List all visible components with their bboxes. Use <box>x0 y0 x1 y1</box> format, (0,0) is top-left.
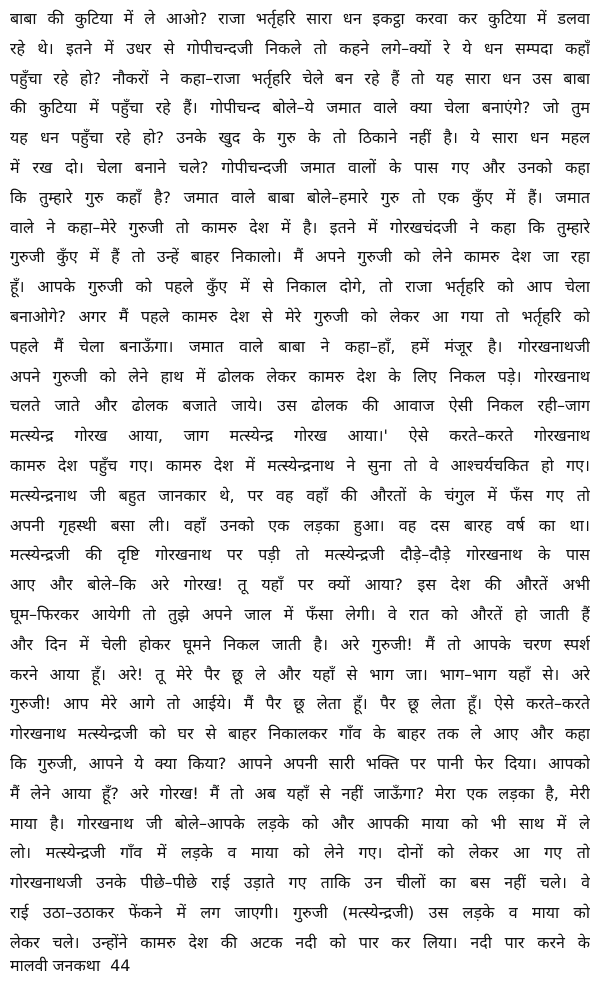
text-line: रहे थे। इतने में उधर से गोपीचन्दजी निकले तो कहने लगे–क्यों रे ये धन सम्पदा कहाँ <box>10 38 590 58</box>
text-line: मत्स्येन्द्रजी की दृष्टि गोरखनाथ पर पड़ी तो मत्स्येन्द्रजी दौड़े–दौड़े गोरखनाथ के पास <box>10 545 590 565</box>
text-line: मैं लेने आया हूँ? अरे गोरख! मैं तो अब यहाँ से नहीं जाऊँगा? मेरा एक लड़का है, मेरी <box>10 783 590 803</box>
text-line: गोरखनाथजी उनके पीछे–पीछे राई उड़ाते गए ताकि उन चीलों का बस नहीं चले। वे <box>10 873 590 893</box>
page-number: 44 <box>110 956 131 975</box>
text-line: हूँ। आपके गुरुजी को पहले कुँए में से निकाल दोगे, तो राजा भर्तृहरि को आप चेला <box>10 277 590 297</box>
text-line: मत्स्येन्द्रनाथ जी बहुत जानकार थे, पर वह वहाँ की औरतों के चंगुल में फँस गए तो <box>10 485 590 505</box>
text-line: कि तुम्हारे गुरु कहाँ है? जमात वाले बाबा बोले–हमारे गुरु तो एक कुँए में हैं। जमात <box>10 187 590 207</box>
text-line: राई उठा–उठाकर फेंकने में लग जाएगी। गुरुजी (मत्स्येन्द्रजी) उस लड़के व माया को <box>10 902 590 922</box>
text-line: कि गुरुजी, आपने ये क्या किया? आपने अपनी सारी भक्ति पर पानी फेर दिया। आपको <box>10 753 590 773</box>
text-line: माया है। गोरखनाथ जी बोले–आपके लड़के को और आपकी माया को भी साथ में ले <box>10 813 590 833</box>
text-line: गुरुजी कुँए में हैं तो उन्हें बाहर निकालो। मैं अपने गुरुजी को लेने कामरु देश जा रहा <box>10 247 590 267</box>
text-line: कामरु देश पहुँच गए। कामरु देश में मत्स्येन्द्रनाथ ने सुना तो वे आश्चर्यचकित हो गए। <box>10 455 590 475</box>
text-line: लो। मत्स्येन्द्रजी गाँव में लड़के व माया को लेने गए। दोनों को लेकर आ गए तो <box>10 843 590 863</box>
text-line: वाले ने कहा–मेरे गुरुजी तो कामरु देश में है। इतने में गोरखचंदजी ने कहा कि तुम्हारे <box>10 217 590 237</box>
book-title: मालवी जनकथा <box>10 956 101 975</box>
text-line: पहले मैं चेला बनाऊँगा। जमात वाले बाबा ने कहा–हाँ, हमें मंजूर है। गोरखनाथजी <box>10 336 590 356</box>
text-line: में रख दो। चेला बनाने चले? गोपीचन्दजी जमात वालों के पास गए और उनको कहा <box>10 157 590 177</box>
text-line: की कुटिया में पहुँचा रहे हैं। गोपीचन्द बोले–ये जमात वाले क्या चेला बनाएंगे? जो तुम <box>10 98 590 118</box>
text-line: अपनी गृहस्थी बसा ली। वहाँ उनको एक लड़का हुआ। वह दस बारह वर्ष का था। <box>10 515 590 535</box>
text-line: लेकर चले। उन्होंने कामरु देश की अटक नदी को पार कर लिया। नदी पार करने के <box>10 932 590 952</box>
page-footer <box>10 955 130 977</box>
text-line: गोरखनाथ मत्स्येन्द्रजी को घर से बाहर निकालकर गाँव के बाहर तक ले आए और कहा <box>10 724 590 744</box>
text-line: पहुँचा रहे हो? नौकरों ने कहा–राजा भर्तृहरि चेले बन रहे हैं तो यह सारा धन उस बाबा <box>10 68 590 88</box>
text-line: बनाओगे? अगर मैं पहले कामरु देश से मेरे गुरुजी को लेकर आ गया तो भर्तृहरि को <box>10 306 590 326</box>
text-line: यह धन पहुँचा रहे हो? उनके खुद के गुरु के तो ठिकाने नहीं है। ये सारा धन महल <box>10 128 590 148</box>
text-line: अपने गुरुजी को लेने हाथ में ढोलक लेकर कामरु देश के लिए निकल पड़े। गोरखनाथ <box>10 366 590 386</box>
text-line: बाबा की कुटिया में ले आओ? राजा भर्तृहरि सारा धन इकट्ठा करवा कर कुटिया में डलवा <box>10 9 590 28</box>
text-line: चलते जाते और ढोलक बजाते जाये। उस ढोलक की आवाज ऐसी निकल रही–जाग <box>10 396 590 416</box>
text-line: और दिन में चेली होकर घूमने निकल जाती है। अरे गुरुजी! मैं तो आपके चरण स्पर्श <box>10 634 590 654</box>
text-line: आए और बोले–कि अरे गोरख! तू यहाँ पर क्यों आया? इस देश की औरतें अभी <box>10 575 590 595</box>
text-line: गुरुजी! आप मेरे आगे तो आईये। मैं पैर छू लेता हूँ। पैर छू लेता हूँ। ऐसे करते–करते <box>10 694 590 714</box>
page-body-text <box>10 4 590 958</box>
text-line: मत्स्येन्द्र गोरख आया, जाग मत्स्येन्द्र गोरख आया।' ऐसे करते–करते गोरखनाथ <box>10 426 590 446</box>
text-line: करने आया हूँ। अरे! तू मेरे पैर छू ले और यहाँ से भाग जा। भाग–भाग यहाँ से। अरे <box>10 664 590 684</box>
text-line: घूम–फिरकर आयेगी तो तुझे अपने जाल में फँसा लेगी। वे रात को औरतें हो जाती हैं <box>10 604 590 624</box>
